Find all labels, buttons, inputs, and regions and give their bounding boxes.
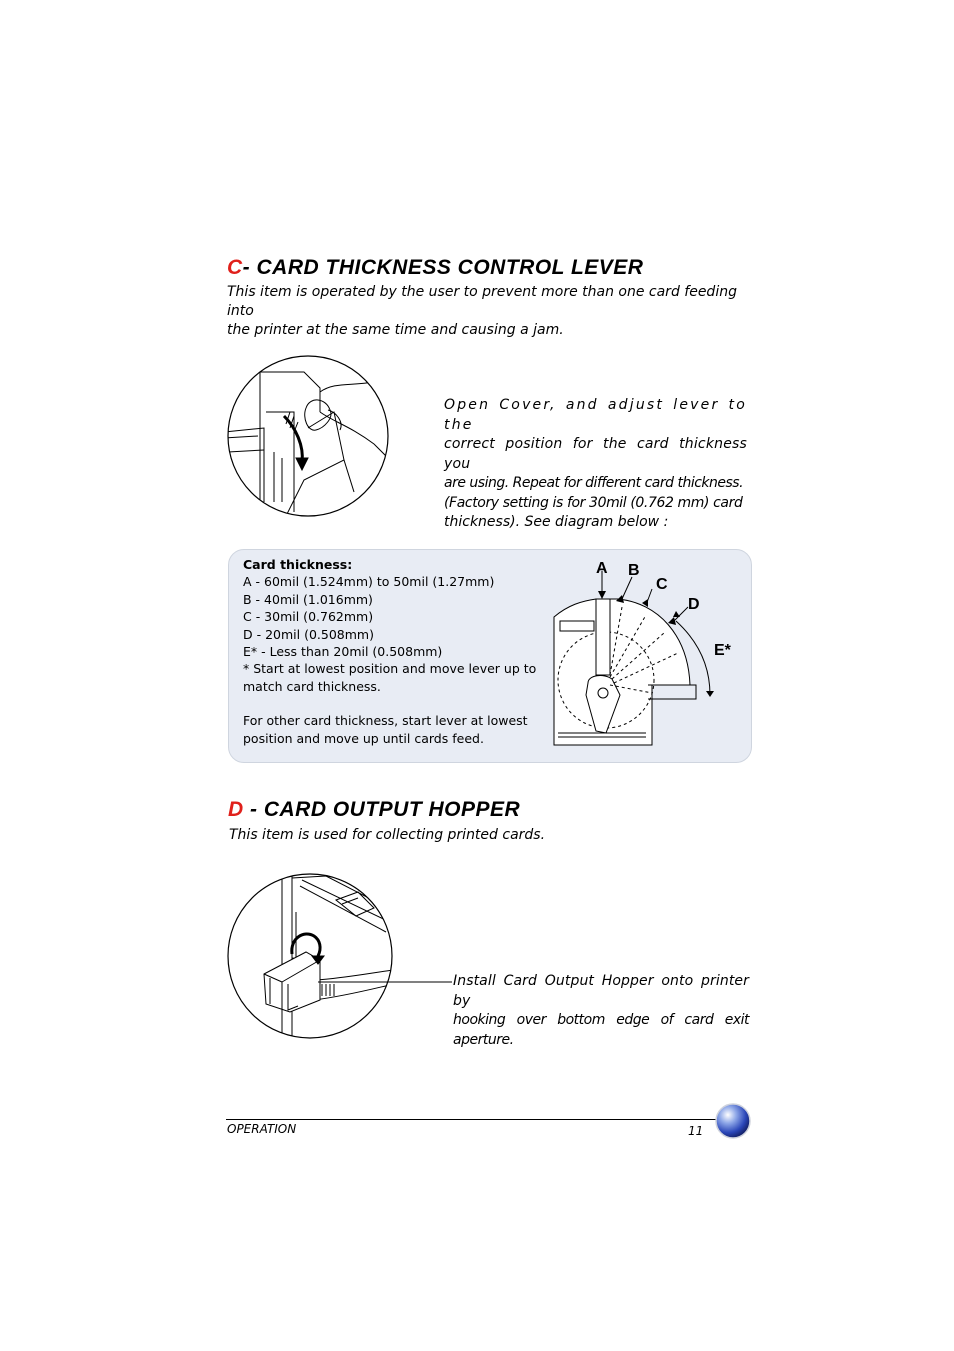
section-c-heading [227, 256, 643, 280]
position-label-c: C [656, 576, 668, 593]
lever-instruction-line: are using. Repeat for different card thickness. [444, 475, 744, 491]
section-d-letter: D [228, 798, 244, 821]
lever-position-diagram [548, 555, 744, 750]
lever-instruction-line: correct position for the card thickness you [444, 436, 747, 472]
card-thickness-text [243, 556, 543, 747]
hopper-instruction-line: hooking over bottom edge of card exit aperture. [453, 1012, 749, 1048]
thickness-line: E* - Less than 20mil (0.508mm) [243, 644, 443, 660]
section-c-title: - CARD THICKNESS CONTROL LEVER [242, 256, 644, 279]
lever-instruction-line: Open Cover, and adjust lever to the [444, 397, 747, 433]
position-label-e: E* [714, 642, 731, 659]
lever-illustration [224, 352, 392, 520]
section-c-letter: C [227, 256, 243, 279]
footer-page-number: 11 [688, 1124, 704, 1138]
lever-instruction [444, 396, 747, 533]
thickness-line: match card thickness. [243, 678, 381, 694]
thickness-line: * Start at lowest position and move lever up to [243, 661, 537, 677]
lever-instruction-line: (Factory setting is for 30mil (0.762 mm) card [444, 494, 743, 511]
thickness-line: A - 60mil (1.524mm) to 50mil (1.27mm) [243, 574, 495, 590]
position-label-a: A [596, 560, 608, 577]
section-d-title: - CARD OUTPUT HOPPER [243, 798, 521, 821]
thickness-note-line: For other card thickness, start lever at lowest [243, 713, 528, 729]
section-c-intro-line: the printer at the same time and causing a jam. [227, 322, 564, 338]
lever-instruction-line: thickness). See diagram below : [444, 514, 669, 530]
footer-rule [226, 1119, 718, 1120]
hopper-instruction [453, 972, 749, 1050]
thickness-note-line: position and move up until cards feed. [243, 730, 484, 746]
position-label-d: D [688, 596, 700, 613]
section-d-intro: This item is used for collecting printed cards. [229, 827, 546, 843]
footer-section-label: OPERATION [227, 1122, 297, 1136]
section-c-intro [227, 283, 757, 340]
section-c-intro-line: This item is operated by the user to prevent more than one card feeding into [227, 284, 737, 319]
thickness-line: C - 30mil (0.762mm) [243, 609, 374, 625]
page-sphere-icon [714, 1102, 752, 1140]
thickness-line: D - 20mil (0.508mm) [243, 626, 374, 642]
section-d-heading [228, 798, 520, 822]
hopper-illustration [226, 872, 394, 1040]
position-label-b: B [628, 562, 640, 579]
card-thickness-heading: Card thickness: [243, 557, 353, 572]
hopper-instruction-line: Install Card Output Hopper onto printer by [453, 973, 749, 1009]
hopper-pointer-line [318, 976, 452, 988]
thickness-line: B - 40mil (1.016mm) [243, 591, 373, 607]
